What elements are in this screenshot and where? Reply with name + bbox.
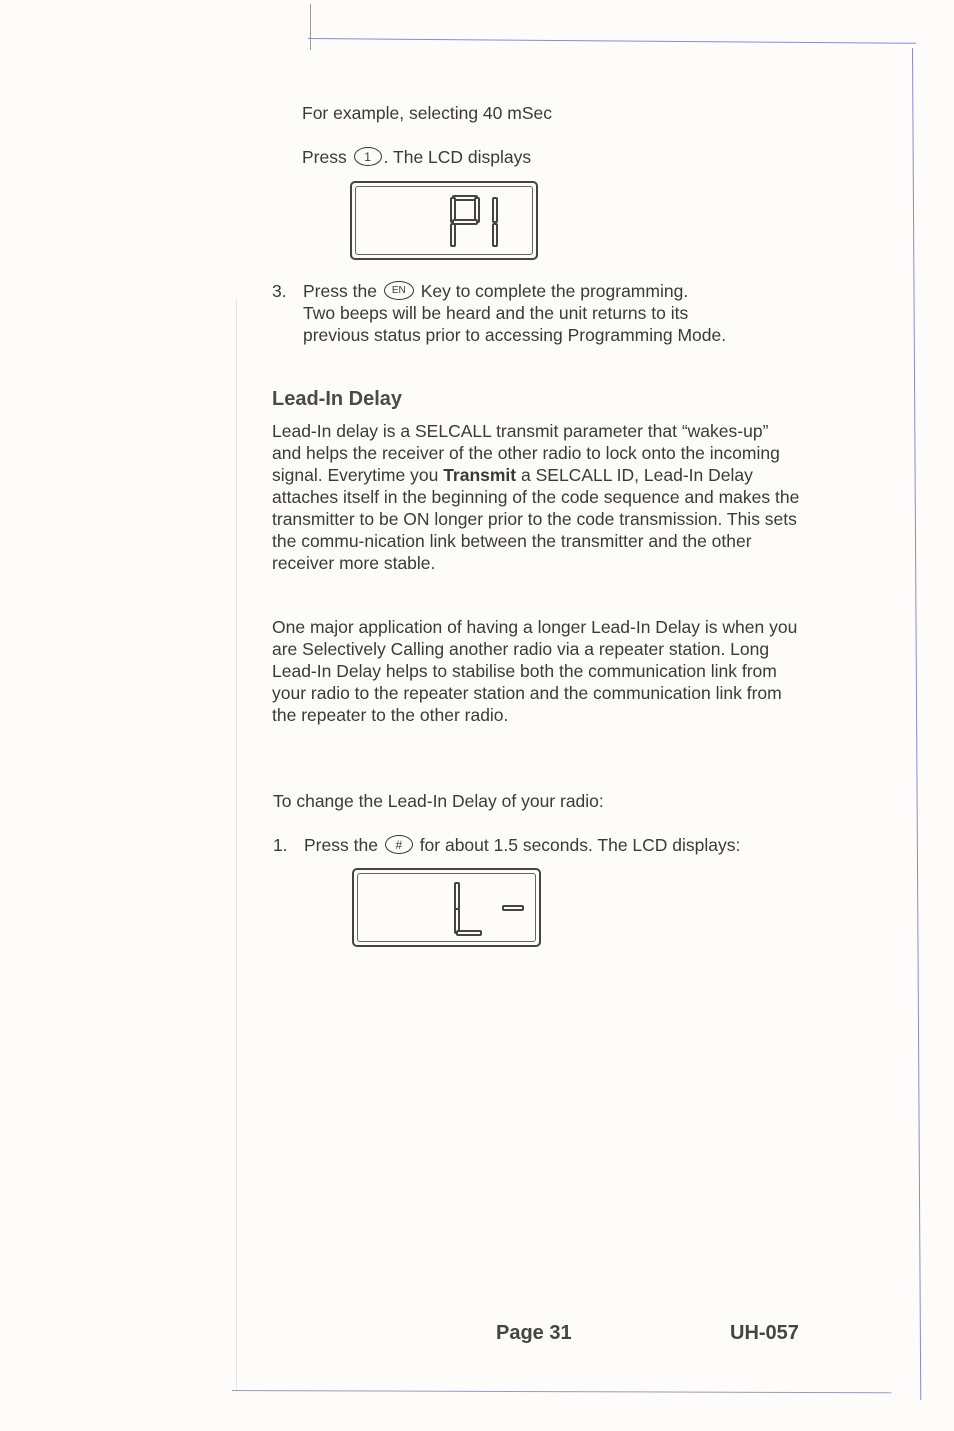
lead-in-application: One major application of having a longer Lead-In Delay is when you are Selectively Calling another radio via a repeater station. Long Lead-In Delay helps to stabilise both the communication link from your radio to the repeater station and the communication link from the repeater to the other radio. <box>272 617 798 725</box>
page-edge-bottom <box>232 1390 892 1393</box>
change-intro: To change the Lead-In Delay of your radio: <box>273 791 604 811</box>
para1-part-b: a SELCALL ID, Lead-In Delay attaches itself in the beginning of the code sequence and makes the transmitter to be ON longer prior to the code transmission. This sets the commu-nication link between the transmitter and the other receiver more stable. <box>272 465 800 573</box>
step3-line1-suffix: Key to complete the programming. <box>420 281 689 301</box>
model-number: UH-057 <box>730 1322 799 1344</box>
section-title: Lead-In Delay <box>272 388 403 410</box>
page-corner-mark <box>310 4 311 50</box>
press-suffix: . The LCD displays <box>383 147 532 167</box>
key-hash-icon: # <box>385 835 413 854</box>
step1-line <box>304 834 740 856</box>
lcd-segment <box>456 930 482 936</box>
page-fold-line <box>236 300 237 1390</box>
step3-prefix: Press the <box>303 281 377 301</box>
step3-line2: Two beeps will be heard and the unit returns to its <box>303 303 689 323</box>
step1-suffix: for about 1.5 seconds. The LCD displays: <box>419 835 741 855</box>
lcd-segment <box>492 197 498 223</box>
lcd-frame <box>355 186 533 255</box>
para1-bold: Transmit <box>443 465 517 485</box>
lcd-display-l-dash <box>352 868 541 947</box>
lcd-segment <box>450 223 456 247</box>
press-key1-line <box>302 146 531 168</box>
key-en-icon: EN <box>384 281 414 300</box>
lcd-segment <box>454 882 460 910</box>
page-edge-top <box>308 38 916 44</box>
step1-prefix: Press the <box>304 835 378 855</box>
step3-line1 <box>303 280 688 302</box>
page-number: Page 31 <box>496 1322 572 1344</box>
key-1-icon: 1 <box>354 147 382 166</box>
step1-number: 1. <box>273 835 288 855</box>
step3-line3: previous status prior to accessing Programming Mode. <box>303 325 727 345</box>
lead-in-description <box>272 420 802 574</box>
lcd-segment <box>502 905 524 911</box>
press-prefix: Press <box>302 147 347 167</box>
para1-part-a: Lead-In delay is a SELCALL transmit parameter that “wakes-up” and helps the receiver of the other radio to lock onto the incoming signal. Everytime you <box>272 421 780 485</box>
lcd-display-p1 <box>350 181 538 260</box>
lcd-segment <box>492 223 498 247</box>
step3-number: 3. <box>272 281 287 301</box>
page-edge-right <box>912 48 922 1400</box>
example-text: For example, selecting 40 mSec <box>302 103 552 123</box>
